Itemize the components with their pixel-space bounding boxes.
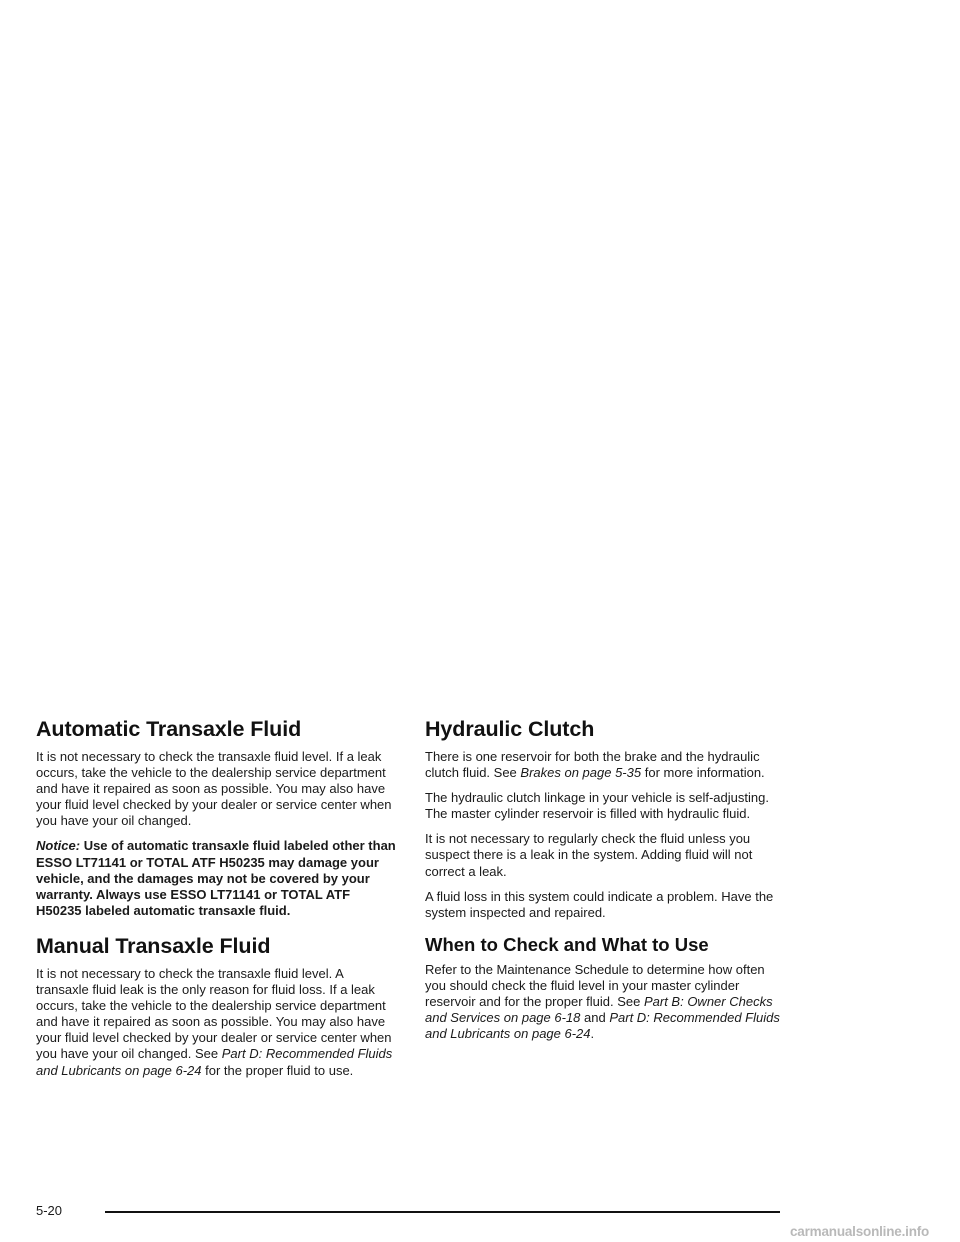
- when-to-check-heading: When to Check and What to Use: [425, 933, 709, 955]
- manual-transaxle-paragraph: [36, 966, 398, 1079]
- clutch-text-end: for more information.: [644, 765, 765, 781]
- hydraulic-clutch-heading: Hydraulic Clutch: [425, 717, 595, 741]
- notice-label: Notice:: [36, 838, 81, 854]
- manual-transaxle-fluid-heading: Manual Transaxle Fluid: [36, 933, 271, 958]
- brakes-reference-link[interactable]: Brakes on page 5-35: [520, 765, 642, 781]
- manual-reference-link[interactable]: Part D: Recommended Fluids and Lubricants on page 6-24: [36, 1046, 393, 1078]
- manual-text-end: for the proper fluid to use.: [205, 1062, 354, 1078]
- check-text: Refer to the Maintenance Schedule to determine how often you should check the fluid level in your master cylinder reservoir and for the proper fluid. See: [425, 961, 765, 1010]
- clutch-paragraph-4: A fluid loss in this system could indicate a problem. Have the system inspected and repaired.: [425, 888, 774, 920]
- automatic-transaxle-fluid-heading: Automatic Transaxle Fluid: [36, 717, 302, 741]
- check-paragraph: [425, 962, 787, 1042]
- notice-text: Use of automatic transaxle fluid labeled other than ESSO LT71141 or TOTAL ATF H50235 may damage your vehicle, and the damages may not be covered by your warranty. Always use ESSO LT71141 or TOTAL ATF H50235 labeled automatic transaxle fluid.: [36, 838, 396, 918]
- clutch-paragraph-3: It is not necessary to regularly check the fluid unless you suspect there is a leak in the system. Adding fluid will not correct a leak.: [425, 831, 753, 879]
- notice-paragraph: [36, 838, 398, 918]
- left-column: [36, 716, 398, 1088]
- manual-text: It is not necessary to check the transaxle fluid level. A transaxle fluid leak is the only reason for fluid loss. If a leak occurs, take the vehicle to the dealership service department and have it repaired as soon as possible. You may also have your fluid level checked by your dealer or service center when you have your oil changed. See: [36, 965, 392, 1062]
- clutch-text: There is one reservoir for both the brake and the hydraulic clutch fluid. See: [425, 749, 760, 781]
- check-end-text: .: [590, 1026, 595, 1042]
- right-column: [425, 716, 787, 1051]
- owner-checks-reference-link[interactable]: Part B: Owner Checks and Services on page 6-18: [425, 994, 773, 1026]
- automatic-transaxle-paragraph: It is not necessary to check the transaxle fluid level. If a leak occurs, take the vehicle to the dealership service department and have it repaired as soon as possible. You may also have your fluid level checked by your dealer or service center when you have your oil changed.: [36, 749, 392, 829]
- clutch-paragraph-2: The hydraulic clutch linkage in your vehicle is self-adjusting. The master cylinder reservoir is filled with hydraulic fluid.: [425, 790, 769, 822]
- clutch-paragraph-1: [425, 749, 787, 781]
- recommended-fluids-reference-link[interactable]: Part D: Recommended Fluids and Lubricants on page 6-24: [425, 1010, 780, 1042]
- check-and-text: and: [584, 1010, 606, 1026]
- page-number: 5-20: [36, 1203, 63, 1218]
- watermark-text: carmanualsonline.info: [790, 1224, 930, 1239]
- footer-rule: [105, 1211, 780, 1213]
